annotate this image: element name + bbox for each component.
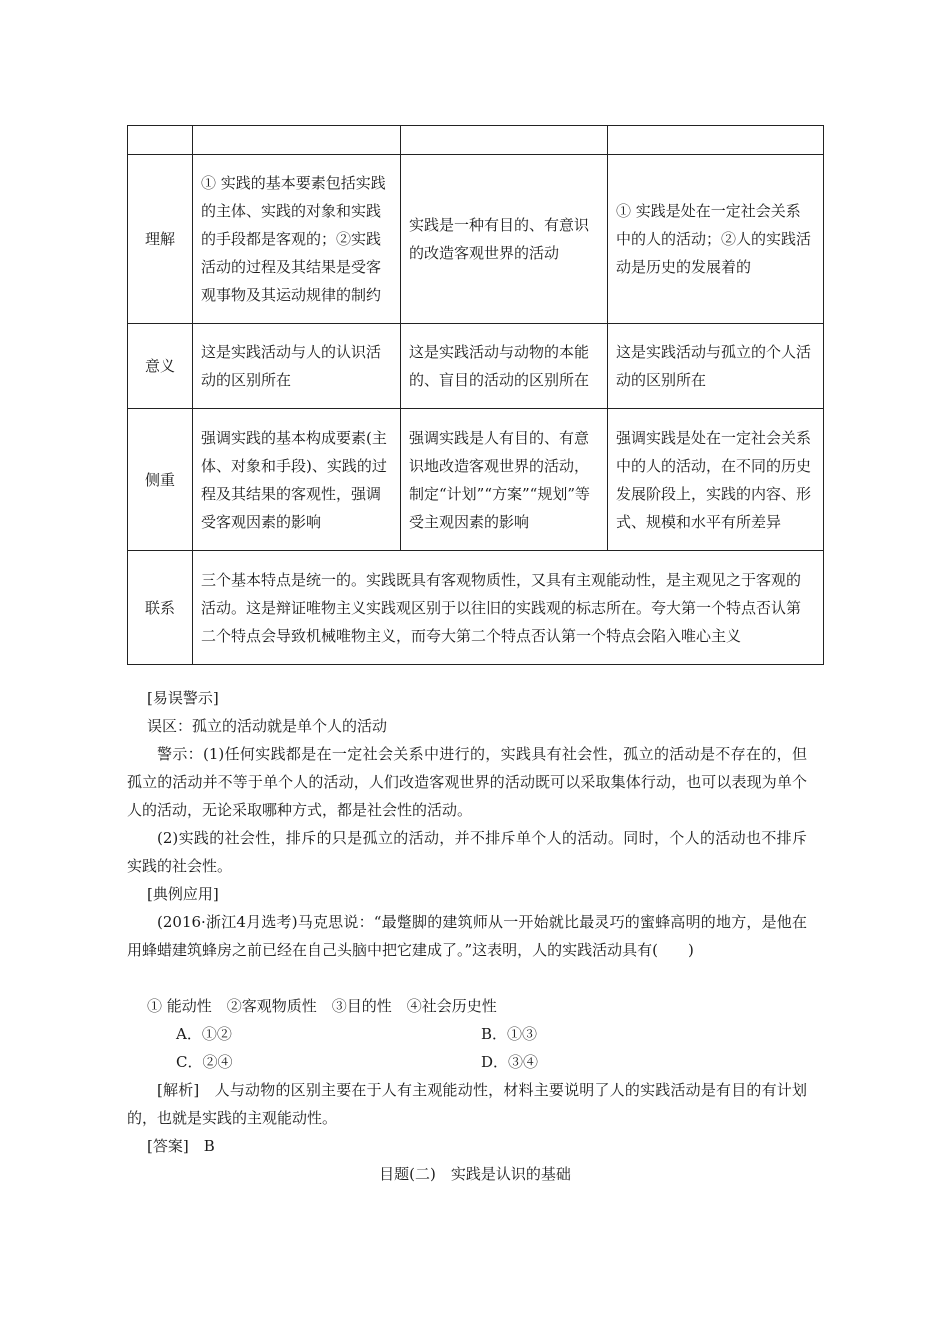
example-items: ① 能动性 ②客观物质性 ③目的性 ④社会历史性 xyxy=(147,997,497,1015)
example-question xyxy=(127,908,807,964)
comparison-table xyxy=(127,125,824,665)
example-question-text: (2016·浙江4月选考)马克思说：“最蹩脚的建筑师从一开始就比最灵巧的蜜蜂高明的地方，是他在用蜂蜡建筑蜂房之前已经在自己头脑中把它建成了。”这表明，人的实践活动具有( ) xyxy=(127,913,807,959)
warning-note-1 xyxy=(127,740,807,824)
table-row xyxy=(128,155,824,324)
table-cell: 强调实践是人有目的、有意识地改造客观世界的活动，制定“计划”“方案”“规划”等受主观因素的影响 xyxy=(401,409,608,551)
analysis xyxy=(127,1076,807,1132)
table-cell: ① 实践的基本要素包括实践的主体、实践的对象和实践的手段都是客观的；②实践活动的过程及其结果是受客观事物及其运动规律的制约 xyxy=(193,155,401,324)
analysis-text: [解析] 人与动物的区别主要在于人有主观能动性，材料主要说明了人的实践活动是有目的有计划的，也就是实践的主观能动性。 xyxy=(127,1081,807,1127)
table-cell xyxy=(401,126,608,155)
table-row xyxy=(128,551,824,665)
misconception-text: 误区：孤立的活动就是单个人的活动 xyxy=(147,717,388,735)
table-cell: 强调实践的基本构成要素(主体、对象和手段)、实践的过程及其结果的客观性，强调受客观因素的影响 xyxy=(193,409,401,551)
option-b: B．①③ xyxy=(481,1025,538,1043)
row-label: 侧重 xyxy=(128,409,193,551)
table-cell: ① 实践是处在一定社会关系中的人的活动；②人的实践活动是历史的发展着的 xyxy=(608,155,824,324)
table-cell xyxy=(608,126,824,155)
option-c: C．②④ xyxy=(176,1053,233,1071)
row-label: 联系 xyxy=(128,551,193,665)
table-cell: 强调实践是处在一定社会关系中的人的活动，在不同的历史发展阶段上，实践的内容、形式、规模和水平有所差异 xyxy=(608,409,824,551)
row-label: 意义 xyxy=(128,324,193,409)
answer: [答案] B xyxy=(147,1137,215,1155)
table-cell: 实践是一种有目的、有意识的改造客观世界的活动 xyxy=(401,155,608,324)
row-label xyxy=(128,126,193,155)
row-label: 理解 xyxy=(128,155,193,324)
table-cell: 这是实践活动与孤立的个人活动的区别所在 xyxy=(608,324,824,409)
table-row xyxy=(128,409,824,551)
option-d: D．③④ xyxy=(481,1053,539,1071)
table-cell: 这是实践活动与动物的本能的、盲目的活动的区别所在 xyxy=(401,324,608,409)
table-row xyxy=(128,324,824,409)
table-cell: 这是实践活动与人的认识活动的区别所在 xyxy=(193,324,401,409)
example-heading: [典例应用] xyxy=(147,885,219,903)
warning-note-2-text: (2)实践的社会性，排斥的只是孤立的活动，并不排斥单个人的活动。同时，个人的活动也不排斥实践的社会性。 xyxy=(127,829,807,875)
section-title: 目题(二) 实践是认识的基础 xyxy=(379,1165,571,1183)
warning-note-2 xyxy=(127,824,807,880)
table-cell xyxy=(193,126,401,155)
warning-note-1-text: 警示：(1)任何实践都是在一定社会关系中进行的，实践具有社会性，孤立的活动是不存在的，但孤立的活动并不等于单个人的活动，人们改造客观世界的活动既可以采取集体行动，也可以表现为单个人的活动，无论采取哪种方式，都是社会性的活动。 xyxy=(127,745,807,819)
warning-heading: [易误警示] xyxy=(147,689,219,707)
table-cell-merged: 三个基本特点是统一的。实践既具有客观物质性，又具有主观能动性，是主观见之于客观的活动。这是辩证唯物主义实践观区别于以往旧的实践观的标志所在。夸大第一个特点否认第二个特点会导致机械唯物主义，而夸大第二个特点否认第一个特点会陷入唯心主义 xyxy=(193,551,824,665)
option-a: A．①② xyxy=(176,1025,232,1043)
table-row xyxy=(128,126,824,155)
